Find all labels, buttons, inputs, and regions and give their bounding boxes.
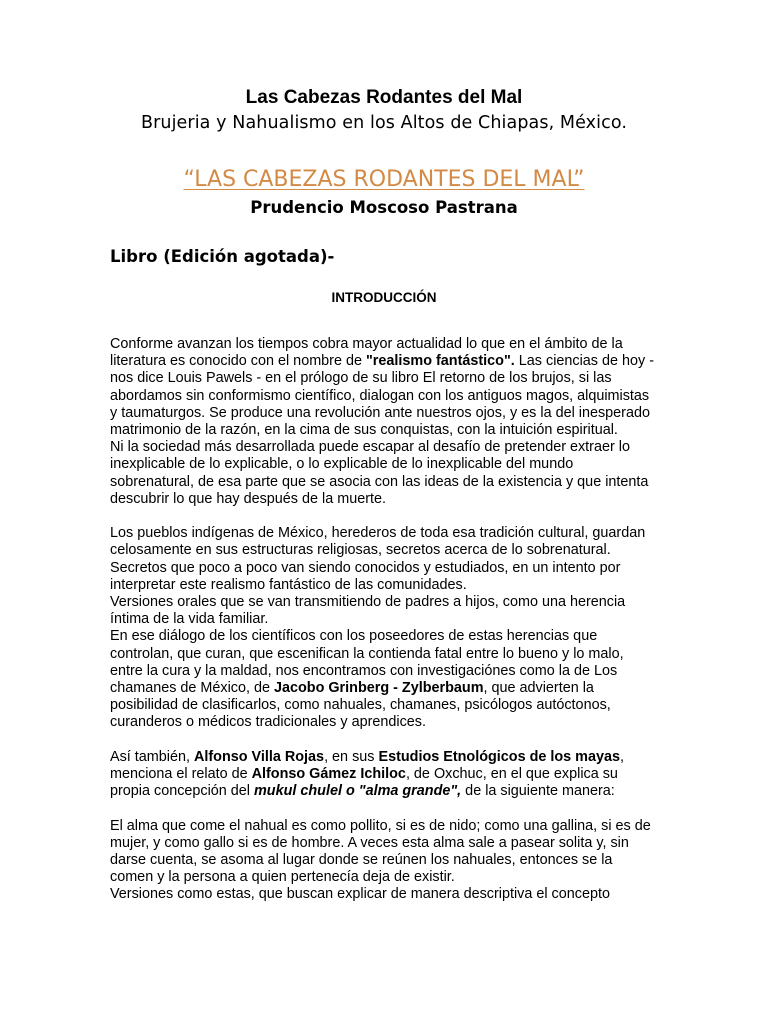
- book-title-text: “LAS CABEZAS RODANTES DEL MAL”: [183, 167, 585, 192]
- paragraph: Versiones orales que se van transmitiendo de padres a hijos, como una herencia íntima de la vida familiar.: [110, 594, 626, 628]
- text-run: , menciona el relato de: [110, 748, 624, 783]
- page-subtitle: Brujeria y Nahualismo en los Altos de Chiapas, México.: [141, 113, 627, 133]
- text-run: , que advierten la posibilidad de clasificarlos, como nahuales, chamanes, psicólogos autóctonos, curanderos o médicos tradicionales y aprendices.: [110, 680, 611, 731]
- text-run: Las ciencias de hoy - nos dice Louis Pawels - en el prólogo de su libro El retorno de los brujos, si las abordamos sin conformismo científico, dialogan con los antiguos magos, alquimistas y taumaturgos. Se produce una revolución ante nuestros ojos, y es la del inesperado matrimonio de la razón, en la cima de sus conquistas, con la intuición espiritual.: [110, 353, 654, 439]
- work-reference: Estudios Etnológicos de los mayas: [378, 748, 620, 765]
- author-reference: Alfonso Gámez Ichiloc: [251, 766, 406, 783]
- paragraph: Versiones como estas, que buscan explicar de manera descriptiva el concepto: [110, 886, 610, 903]
- text-run: , de Oxchuc, en el que explica su propia concepción del: [110, 766, 618, 800]
- concept-term: mukul chulel o "alma grande",: [254, 783, 462, 800]
- author-reference: Alfonso Villa Rojas: [193, 748, 325, 765]
- edition-note: Libro (Edición agotada)-: [110, 247, 335, 266]
- text-run: En ese diálogo de los científicos con los poseedores de estas herencias que controlan, que curan, que escenifican la contienda fatal entre lo bueno y lo malo, entre la cura y la maldad, nos encontramos con investigaciónes como la de Los chamanes de México, de: [110, 628, 624, 697]
- page-title: Las Cabezas Rodantes del Mal: [245, 87, 523, 108]
- author-reference: Jacobo Grinberg - Zylberbaum: [273, 680, 484, 697]
- paragraph: El alma que come el nahual es como pollito, si es de nido; como una gallina, si es de mujer, y como gallo si es de hombre. A veces esta alma sale a pasear solita y, sin darse cuenta, se asoma al lugar donde se reúnen los nahuales, entonces se la comen y la persona a quien pertenecía deja de existir.: [110, 817, 651, 886]
- author-name: Prudencio Moscoso Pastrana: [250, 198, 518, 217]
- text-run: de la siguiente manera:: [461, 783, 615, 800]
- text-run: , en sus: [324, 748, 379, 765]
- book-title: [0, 166, 768, 194]
- paragraph: [110, 749, 658, 801]
- paragraph: Los pueblos indígenas de México, herederos de toda esa tradición cultural, guardan celosamente en sus estructuras religiosas, secretos acerca de lo sobrenatural. Secretos que poco a poco van siendo conocidos y estudiados, en un intento por interpretar este realismo fantástico de las comunidades.: [110, 525, 646, 593]
- text-run: Conforme avanzan los tiempos cobra mayor actualidad lo que en el ámbito de la literatura es conocido con el nombre de: [110, 336, 623, 370]
- paragraph: [110, 628, 658, 731]
- section-heading: INTRODUCCIÓN: [331, 290, 437, 305]
- paragraph: [110, 336, 658, 439]
- bold-term: "realismo fantástico".: [365, 353, 515, 370]
- body-text: [110, 336, 658, 904]
- text-run: Así también,: [110, 748, 194, 765]
- paragraph: Ni la sociedad más desarrollada puede escapar al desafío de pretender extraer lo inexplicable de lo explicable, o lo explicable de lo inexplicable del mundo sobrenatural, de esa parte que se asocia con las ideas de la existencia y que intenta descubrir lo que hay después de la muerte.: [110, 439, 649, 507]
